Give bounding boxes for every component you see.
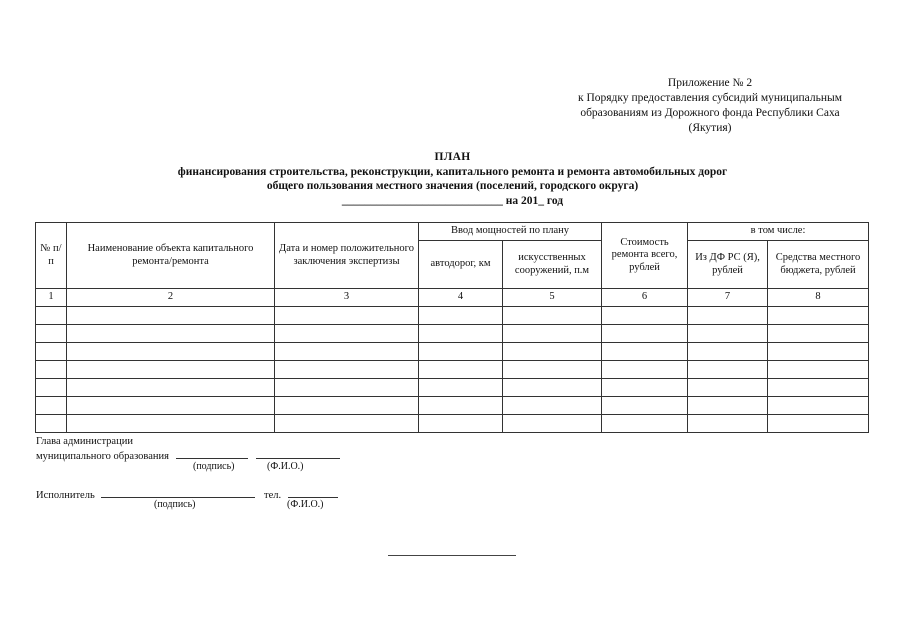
- table-cell[interactable]: [503, 325, 602, 343]
- executor-signature-caption: (подпись): [154, 499, 196, 510]
- plan-heading: ПЛАН: [434, 151, 471, 163]
- column-number: 7: [688, 289, 768, 307]
- table-cell[interactable]: [419, 307, 503, 325]
- column-number: 8: [768, 289, 869, 307]
- header-object-name: Наименование объекта капитального ремонта/ремонта: [67, 223, 275, 289]
- table-cell[interactable]: [688, 343, 768, 361]
- table-row: [36, 361, 869, 379]
- table-cell[interactable]: [36, 361, 67, 379]
- head-signature-caption: (подпись): [193, 461, 235, 472]
- plan-subtitle-1: финансирования строительства, реконструкции, капитального ремонта и ремонта автомобильных дорог: [177, 165, 728, 178]
- table-cell[interactable]: [602, 397, 688, 415]
- table-cell[interactable]: [419, 361, 503, 379]
- table-cell[interactable]: [36, 343, 67, 361]
- table-cell[interactable]: [602, 343, 688, 361]
- plan-table: [35, 222, 869, 433]
- table-cell[interactable]: [67, 397, 275, 415]
- table-row: [36, 343, 869, 361]
- head-name-caption: (Ф.И.О.): [267, 461, 304, 472]
- appendix-number: Приложение № 2: [667, 77, 753, 89]
- table-cell[interactable]: [36, 397, 67, 415]
- header-structures: искусственных сооружений, п.м: [503, 241, 602, 289]
- appendix-reference-line-1: к Порядку предоставления субсидий муниципальным: [577, 92, 842, 104]
- table-row: [36, 379, 869, 397]
- table-cell[interactable]: [419, 397, 503, 415]
- table-cell[interactable]: [688, 307, 768, 325]
- table-cell[interactable]: [275, 397, 419, 415]
- column-number: 2: [67, 289, 275, 307]
- head-name-field[interactable]: [256, 448, 340, 459]
- executor-name-caption: (Ф.И.О.): [287, 499, 324, 510]
- table-cell[interactable]: [275, 415, 419, 433]
- table-cell[interactable]: [768, 397, 869, 415]
- table-cell[interactable]: [275, 361, 419, 379]
- column-number-row: [36, 289, 869, 307]
- column-number: 3: [275, 289, 419, 307]
- table-row: [36, 415, 869, 433]
- head-label-line-2: муниципального образования: [36, 451, 169, 462]
- table-cell[interactable]: [503, 397, 602, 415]
- phone-field[interactable]: [288, 487, 338, 498]
- table-cell[interactable]: [688, 379, 768, 397]
- table-cell[interactable]: [67, 307, 275, 325]
- column-number: 5: [503, 289, 602, 307]
- plan-year-line: ____________________________ на 201_ год: [341, 194, 564, 207]
- plan-title: [0, 150, 905, 208]
- header-number: № п/п: [36, 223, 67, 289]
- table-cell[interactable]: [602, 307, 688, 325]
- header-road-fund: Из ДФ РС (Я), рублей: [688, 241, 768, 289]
- appendix-header: [520, 76, 900, 136]
- head-signature-field[interactable]: [176, 448, 248, 459]
- table-cell[interactable]: [503, 307, 602, 325]
- table-cell[interactable]: [768, 325, 869, 343]
- table-cell[interactable]: [67, 379, 275, 397]
- table-cell[interactable]: [602, 415, 688, 433]
- table-cell[interactable]: [602, 325, 688, 343]
- plan-subtitle-2: общего пользования местного значения (поселений, городского округа): [266, 180, 639, 192]
- table-cell[interactable]: [67, 325, 275, 343]
- header-roads-km: автодорог, км: [419, 241, 503, 289]
- table-cell[interactable]: [503, 361, 602, 379]
- table-cell[interactable]: [503, 343, 602, 361]
- table-cell[interactable]: [275, 379, 419, 397]
- table-cell[interactable]: [688, 397, 768, 415]
- table-row: [36, 307, 869, 325]
- executor-label: Исполнитель: [36, 490, 95, 501]
- head-label-line-1: Глава администрации: [36, 436, 133, 447]
- footer-divider: [388, 555, 516, 556]
- table-cell[interactable]: [688, 325, 768, 343]
- table-cell[interactable]: [419, 343, 503, 361]
- column-number: 1: [36, 289, 67, 307]
- table-cell[interactable]: [688, 361, 768, 379]
- table-cell[interactable]: [275, 307, 419, 325]
- table-cell[interactable]: [67, 361, 275, 379]
- table-cell[interactable]: [275, 325, 419, 343]
- table-cell[interactable]: [768, 379, 869, 397]
- column-number: 6: [602, 289, 688, 307]
- table-cell[interactable]: [503, 415, 602, 433]
- table-cell[interactable]: [419, 379, 503, 397]
- table-cell[interactable]: [275, 343, 419, 361]
- table-cell[interactable]: [768, 343, 869, 361]
- table-cell[interactable]: [602, 361, 688, 379]
- table-cell[interactable]: [768, 415, 869, 433]
- header-capacity: Ввод мощностей по плану: [419, 223, 602, 241]
- table-cell[interactable]: [36, 307, 67, 325]
- table-cell[interactable]: [36, 379, 67, 397]
- table-row: [36, 325, 869, 343]
- table-cell[interactable]: [419, 415, 503, 433]
- table-cell[interactable]: [602, 379, 688, 397]
- table-cell[interactable]: [503, 379, 602, 397]
- appendix-reference-line-2: образованиям из Дорожного фонда Республики Саха: [580, 107, 840, 119]
- header-including: в том числе:: [688, 223, 869, 241]
- header-expertise-date: Дата и номер положительного заключения экспертизы: [275, 223, 419, 289]
- table-row: [36, 397, 869, 415]
- table-cell[interactable]: [768, 361, 869, 379]
- table-cell[interactable]: [36, 415, 67, 433]
- table-cell[interactable]: [419, 325, 503, 343]
- header-local-budget: Средства местного бюджета, рублей: [768, 241, 869, 289]
- executor-signature-field[interactable]: [101, 487, 255, 498]
- appendix-reference-line-3: (Якутия): [688, 122, 732, 134]
- table-cell[interactable]: [67, 343, 275, 361]
- header-total-cost: Стоимость ремонта всего, рублей: [602, 223, 688, 289]
- table-cell[interactable]: [768, 307, 869, 325]
- table-cell[interactable]: [688, 415, 768, 433]
- column-number: 4: [419, 289, 503, 307]
- phone-label: тел.: [263, 490, 282, 501]
- table-cell[interactable]: [67, 415, 275, 433]
- table-cell[interactable]: [36, 325, 67, 343]
